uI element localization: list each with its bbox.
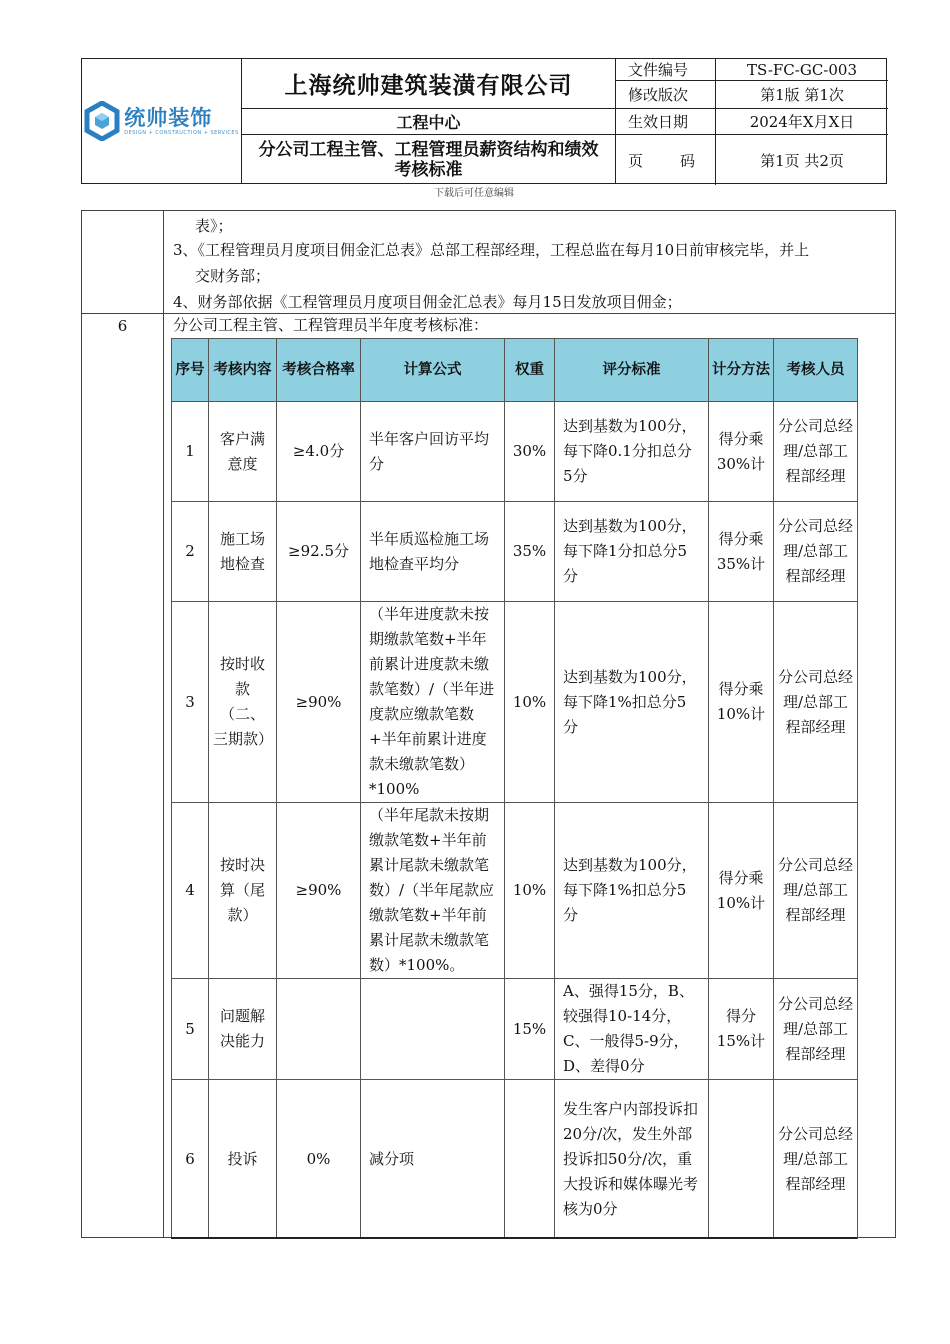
col-header: 考核内容 <box>209 339 277 402</box>
cell-formula <box>361 979 505 1080</box>
cell-weight: 10% <box>505 602 555 803</box>
cell-method: 得分15%计 <box>709 979 774 1080</box>
col-header: 序号 <box>172 339 209 402</box>
cell-standard: 发生客户内部投诉扣20分/次，发生外部投诉扣50分/次，重大投诉和媒体曝光考核为0分 <box>555 1080 709 1239</box>
col-header: 考核人员 <box>774 339 858 402</box>
paragraph-continuation: 表》； <box>195 217 233 235</box>
cell-no: 1 <box>172 402 209 502</box>
cell-content: 按时收款（二、三期款） <box>209 602 277 803</box>
cell-no: 3 <box>172 602 209 803</box>
logo-cell <box>82 59 242 183</box>
cell-weight: 15% <box>505 979 555 1080</box>
meta-row-page <box>616 135 888 185</box>
cell-standard: A、强得15分，B、较强得10-14分，C、一般得5-9分，D、差得0分 <box>555 979 709 1080</box>
table-row <box>172 803 858 979</box>
col-header: 计算公式 <box>361 339 505 402</box>
cell-assessor: 分公司总经理/总部工程部经理 <box>774 979 858 1080</box>
logo-name: 统帅装饰 <box>124 106 213 130</box>
cell-weight: 30% <box>505 402 555 502</box>
meta-value: 第1版 第1次 <box>760 86 844 104</box>
cell-assessor: 分公司总经理/总部工程部经理 <box>774 1080 858 1239</box>
edit-note: 下载后可任意编辑 <box>434 188 514 199</box>
table-row <box>172 1080 858 1239</box>
cell-formula: （半年尾款未按期缴款笔数+半年前累计尾款未缴款笔数）/（半年尾款应缴款笔数+半年前累计尾款未缴款笔数）*100%。 <box>361 803 505 979</box>
document-header <box>81 58 887 184</box>
cell-content: 施工场地检查 <box>209 502 277 602</box>
cell-no: 6 <box>172 1080 209 1239</box>
cell-assessor: 分公司总经理/总部工程部经理 <box>774 402 858 502</box>
cell-method: 得分乘10%计 <box>709 803 774 979</box>
col-header: 计分方法 <box>709 339 774 402</box>
company-name: 上海统帅建筑装潢有限公司 <box>242 59 615 109</box>
cell-weight <box>505 1080 555 1239</box>
col-header: 评分标准 <box>555 339 709 402</box>
cell-formula: 半年客户回访平均分 <box>361 402 505 502</box>
cell-content: 问题解决能力 <box>209 979 277 1080</box>
meta-row-effective-date <box>616 109 888 135</box>
cell-no: 5 <box>172 979 209 1080</box>
department-name: 工程中心 <box>242 109 615 135</box>
cell-standard: 达到基数为100分，每下降1%扣总分5分 <box>555 803 709 979</box>
cell-rate: ≥90% <box>277 803 361 979</box>
cell-method: 得分乘30%计 <box>709 402 774 502</box>
cell-weight: 35% <box>505 502 555 602</box>
cell-no: 2 <box>172 502 209 602</box>
cell-assessor: 分公司总经理/总部工程部经理 <box>774 502 858 602</box>
table-row <box>172 402 858 502</box>
paragraph-item-4: 4、财务部依据《工程管理员月度项目佣金汇总表》每月15日发放项目佣金； <box>173 293 682 311</box>
meta-key: 修改版次 <box>616 81 716 108</box>
cell-no: 4 <box>172 803 209 979</box>
cell-standard: 达到基数为100分，每下降1分扣总分5分 <box>555 502 709 602</box>
meta-key <box>616 135 716 185</box>
section-number: 6 <box>117 317 128 335</box>
meta-key: 文件编号 <box>616 59 716 80</box>
document-title: 分公司工程主管、工程管理员薪资结构和绩效考核标准 <box>258 140 599 180</box>
cell-content: 按时决算（尾款） <box>209 803 277 979</box>
assessment-table <box>171 338 858 1239</box>
cell-assessor: 分公司总经理/总部工程部经理 <box>774 803 858 979</box>
company-logo <box>84 101 239 141</box>
cell-formula: （半年进度款未按期缴款笔数+半年前累计进度款未缴款笔数）/（半年进度款应缴款笔数+半年前累计进度款未缴款笔数）*100% <box>361 602 505 803</box>
meta-value: TS-FC-GC-003 <box>746 60 857 79</box>
meta-key: 生效日期 <box>616 109 716 134</box>
col-header: 考核合格率 <box>277 339 361 402</box>
column-divider <box>163 211 164 1237</box>
cell-standard: 达到基数为100分，每下降1%扣总分5分 <box>555 602 709 803</box>
header-title-block <box>242 59 616 183</box>
table-row <box>172 979 858 1080</box>
content-table <box>81 210 896 1238</box>
cell-content: 客户满意度 <box>209 402 277 502</box>
table-bottom-rule <box>171 1237 857 1239</box>
cell-rate <box>277 979 361 1080</box>
cell-rate: ≥4.0分 <box>277 402 361 502</box>
cell-assessor: 分公司总经理/总部工程部经理 <box>774 602 858 803</box>
hexagon-cube-logo-icon <box>84 101 120 141</box>
cell-formula: 减分项 <box>361 1080 505 1239</box>
meta-value: 第1页 共2页 <box>760 151 844 170</box>
paragraph-item-3-cont: 交财务部； <box>195 267 271 285</box>
col-header: 权重 <box>505 339 555 402</box>
cell-rate: ≥90% <box>277 602 361 803</box>
cell-formula: 半年质巡检施工场地检查平均分 <box>361 502 505 602</box>
table-row <box>172 502 858 602</box>
document-meta <box>616 59 888 183</box>
cell-content: 投诉 <box>209 1080 277 1239</box>
meta-row-file-number <box>616 59 888 81</box>
logo-tagline: DESIGN + CONSTRUCTION + SERVICES <box>124 130 239 136</box>
cell-method: 得分乘35%计 <box>709 502 774 602</box>
cell-method <box>709 1080 774 1239</box>
cell-standard: 达到基数为100分，每下降0.1分扣总分5分 <box>555 402 709 502</box>
table-header-row <box>172 339 858 402</box>
cell-rate: 0% <box>277 1080 361 1239</box>
meta-key-a: 页 <box>628 151 644 170</box>
table-row <box>172 602 858 803</box>
meta-value: 2024年X月X日 <box>749 113 855 131</box>
cell-weight: 10% <box>505 803 555 979</box>
cell-method: 得分乘10%计 <box>709 602 774 803</box>
meta-key-b: 码 <box>679 151 695 170</box>
section-heading: 分公司工程主管、工程管理员半年度考核标准： <box>173 316 489 334</box>
cell-rate: ≥92.5分 <box>277 502 361 602</box>
paragraph-item-3: 3、《工程管理员月度项目佣金汇总表》总部工程部经理，工程总监在每月10日前审核完毕，并上 <box>173 241 810 259</box>
meta-row-revision <box>616 81 888 109</box>
